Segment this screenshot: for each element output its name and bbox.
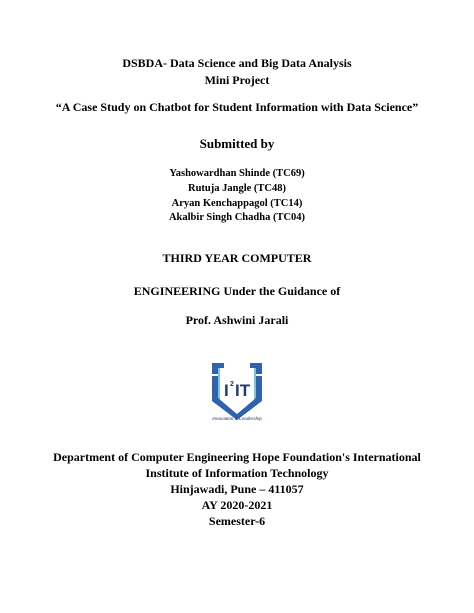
submitted-by-heading: Submitted by <box>199 136 275 151</box>
project-title: “A Case Study on Chatbot for Student Information with Data Science” <box>55 100 419 114</box>
student-3: Aryan Kenchappagol (TC14) <box>171 198 303 209</box>
academic-year: AY 2020-2021 <box>201 498 273 512</box>
year-line: THIRD YEAR COMPUTER <box>162 251 312 265</box>
project-type: Mini Project <box>204 73 270 87</box>
svg-text:IT: IT <box>235 381 251 400</box>
svg-text:I: I <box>224 381 229 400</box>
institute-line: Institute of Information Technology <box>145 466 329 480</box>
student-4: Akalbir Singh Chadha (TC04) <box>168 212 306 223</box>
logo-caption-box <box>205 413 269 424</box>
logo-caption: Innovation & Leadership <box>212 416 262 421</box>
guidance-line: ENGINEERING Under the Guidance of <box>133 284 341 298</box>
student-2: Rutuja Jangle (TC48) <box>187 183 286 194</box>
svg-text:2: 2 <box>230 381 234 388</box>
semester: Semester-6 <box>208 514 266 528</box>
location-line: Hinjawadi, Pune – 411057 <box>170 482 304 496</box>
course-line: DSBDA- Data Science and Big Data Analysis <box>122 56 352 70</box>
student-1: Yashowardhan Shinde (TC69) <box>169 168 305 179</box>
guide-name: Prof. Ashwini Jarali <box>185 313 289 327</box>
department-line: Department of Computer Engineering Hope Foundation's International <box>53 450 421 464</box>
